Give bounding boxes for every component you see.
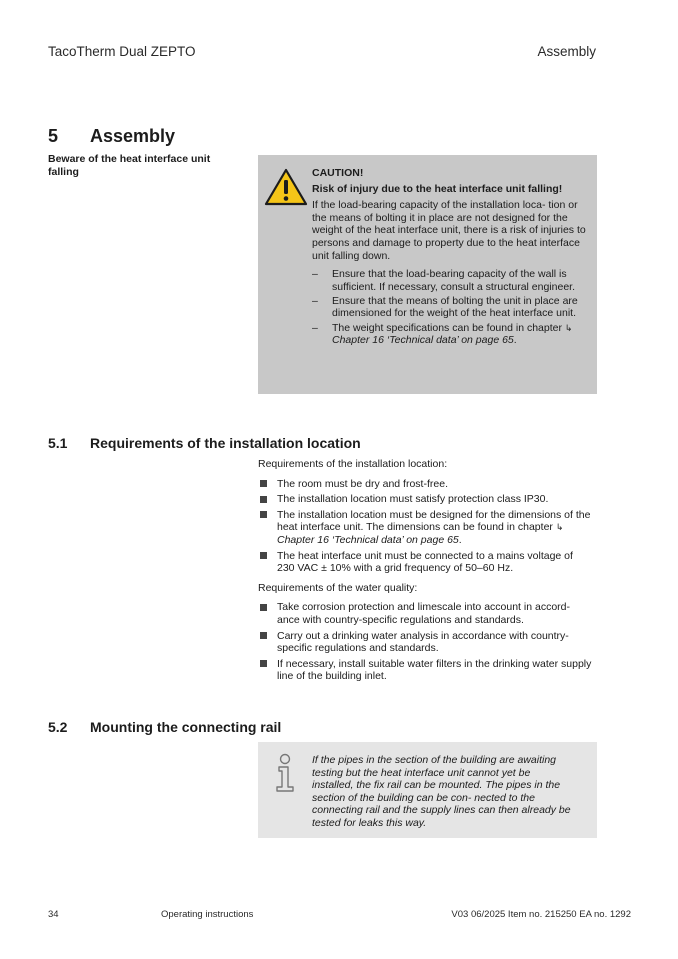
water-intro: Requirements of the water quality: — [258, 581, 418, 594]
list-item — [258, 630, 593, 655]
caution-content — [312, 167, 587, 348]
info-text: If the pipes in the section of the building are awaiting testing but the heat interface unit cannot yet be installed, the fix rail can be mounted. The pipes in the section of the building can be con- nected to the connecting rail and the supply lines can then already be tested for leaks this way. — [312, 754, 571, 829]
list-item — [258, 550, 593, 575]
info-icon — [274, 753, 296, 793]
location-requirements-list — [258, 478, 593, 575]
list-item-text: Carry out a drinking water analysis in accordance with country- specific regulations and standards. — [277, 629, 569, 655]
list-item-text: If necessary, install suitable water filters in the drinking water supply line of the building inlet. — [277, 657, 592, 683]
dash-marker: – — [312, 294, 318, 307]
dash-marker: – — [312, 321, 318, 334]
caution-measure-text: Ensure that the means of bolting the unit in place are dimensioned for the weight of the heat interface unit. — [332, 294, 578, 320]
caution-label: CAUTION! — [312, 167, 364, 179]
list-item-text: The heat interface unit must be connected to a mains voltage of 230 VAC ± 10% with a grid frequency of 50–60 Hz. — [277, 549, 573, 575]
square-bullet-icon — [260, 511, 267, 518]
square-bullet-icon — [260, 552, 267, 559]
square-bullet-icon — [260, 496, 267, 503]
list-item — [258, 478, 593, 491]
caution-measure-item — [312, 322, 587, 347]
info-box — [258, 742, 597, 838]
square-bullet-icon — [260, 604, 267, 611]
square-bullet-icon — [260, 480, 267, 487]
caution-text: If the load-bearing capacity of the installation loca- tion or the means of bolting it in place are not designed for the weight of the heat interface unit, there is a risk of injuries to persons and damage to property due to the heat interface unit falling down. — [312, 199, 586, 262]
footer-page-number: 34 — [48, 909, 59, 920]
caution-measure-text: The weight specifications can be found in chapter — [332, 321, 562, 334]
caution-heading: Risk of injury due to the heat interface unit falling! — [312, 182, 563, 195]
location-requirements — [258, 458, 593, 686]
list-item-text: Take corrosion protection and limescale into account in accord- ance with country-specific regulations and standards. — [277, 601, 570, 626]
section-5-1-title: Requirements of the installation location — [90, 435, 361, 451]
header-product-name: TacoTherm Dual ZEPTO — [48, 44, 196, 59]
caution-measure-item — [312, 295, 587, 320]
caution-box — [258, 155, 597, 394]
list-item — [258, 493, 593, 506]
square-bullet-icon — [260, 660, 267, 667]
crossref-link-technical-data[interactable]: Chapter 16 ‘Technical data’ on page 65 — [332, 334, 514, 347]
section-5-2-number: 5.2 — [48, 719, 68, 735]
sentence-end: . — [513, 334, 517, 347]
caution-measure-item — [312, 268, 587, 293]
margin-note: Beware of the heat interface unit falling — [48, 153, 211, 178]
warning-triangle-icon — [264, 168, 308, 206]
list-item-text: The room must be dry and frost-free. — [277, 477, 448, 490]
water-requirements-list — [258, 601, 593, 683]
header-chapter-name: Assembly — [537, 44, 596, 59]
square-bullet-icon — [260, 632, 267, 639]
list-item — [258, 601, 593, 626]
crossref-arrow-icon: ↳ — [564, 322, 573, 333]
crossref-link-technical-data[interactable]: Chapter 16 ‘Technical data’ on page 65 — [277, 533, 459, 546]
list-item-text: The installation location must satisfy protection class IP30. — [277, 493, 549, 506]
location-intro: Requirements of the installation location: — [258, 458, 448, 470]
list-item-text: The installation location must be designed for the dimensions of the heat interface unit. The dimensions can be found in chapter — [277, 508, 591, 534]
footer-version-info: V03 06/2025 Item no. 215250 EA no. 1292 — [451, 909, 631, 920]
caution-measure-text: Ensure that the load-bearing capacity of the wall is sufficient. If necessary, consult a structural engineer. — [332, 268, 575, 293]
list-item — [258, 509, 593, 547]
section-5-number: 5 — [48, 126, 59, 146]
list-item — [258, 658, 593, 683]
dash-marker: – — [312, 268, 318, 281]
section-5-2-title: Mounting the connecting rail — [90, 719, 282, 735]
section-5-title: Assembly — [90, 126, 176, 146]
section-5-1-number: 5.1 — [48, 435, 68, 451]
caution-measures-list — [312, 268, 587, 347]
sentence-end: . — [458, 533, 462, 546]
crossref-arrow-icon: ↳ — [555, 522, 564, 533]
footer-document-type: Operating instructions — [161, 909, 254, 920]
